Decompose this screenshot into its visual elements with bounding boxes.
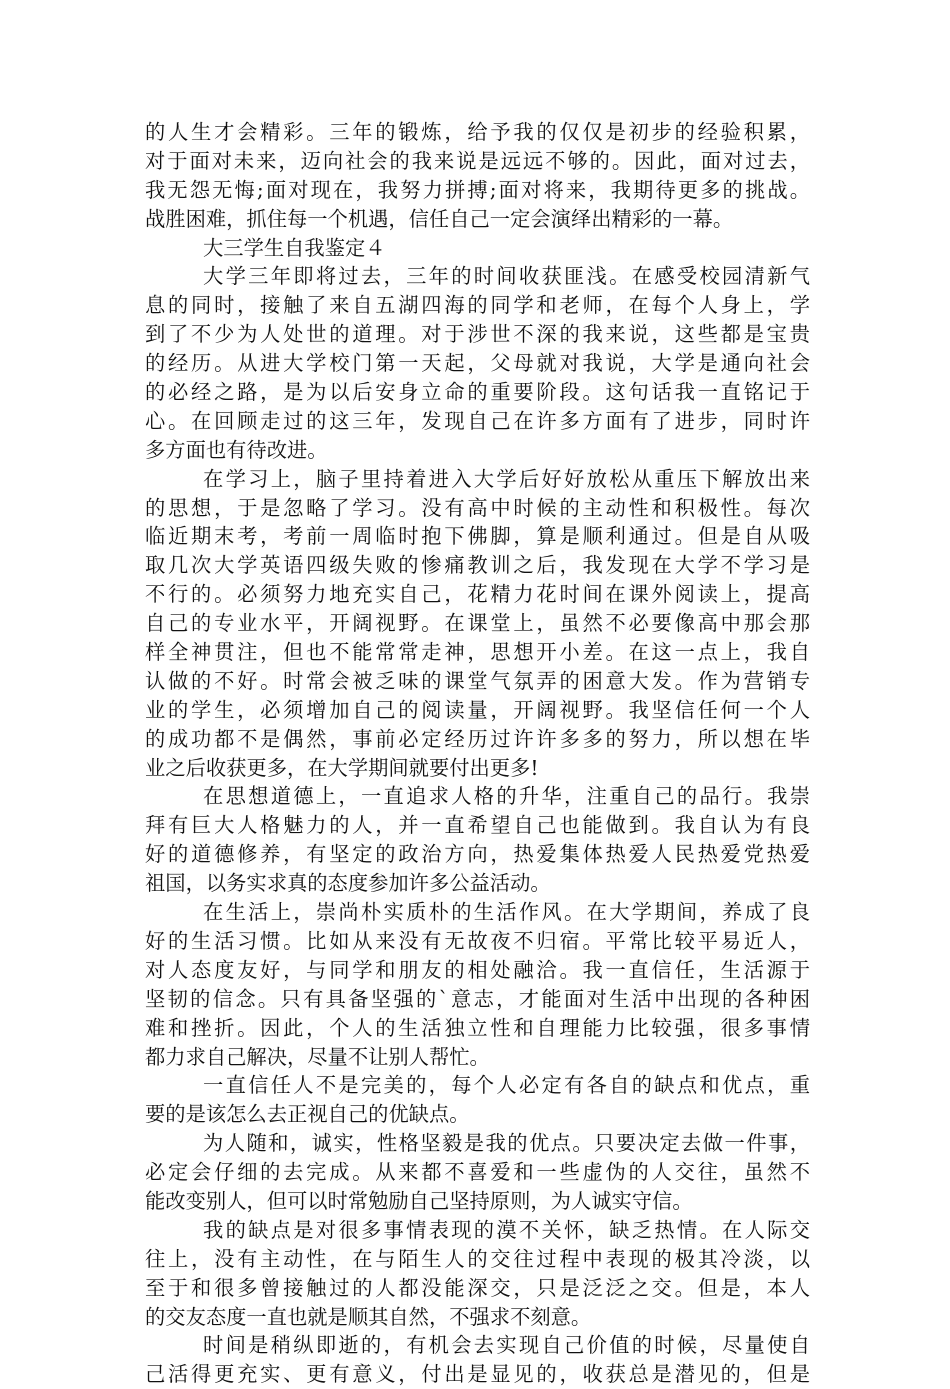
text-line: 对人态度友好，与同学和朋友的相处融洽。我一直信任，生活源于 <box>145 957 810 982</box>
text-line: 临近期末考，考前一周临时抱下佛脚，算是顺利通过。但是自从吸 <box>145 524 810 549</box>
text-line: 到了不少为人处世的道理。对于涉世不深的我来说，这些都是宝贵 <box>145 322 810 347</box>
text-line: 大学三年即将过去，三年的时间收获匪浅。在感受校园清新气 <box>203 264 810 289</box>
text-line: 的经历。从进大学校门第一天起，父母就对我说，大学是通向社会 <box>145 351 810 376</box>
text-line: 一直信任人不是完美的，每个人必定有各自的缺点和优点，重 <box>203 1073 810 1098</box>
text-line: 好的道德修养，有坚定的政治方向，热爱集体热爱人民热爱党热爱 <box>145 842 810 867</box>
text-line: 样全神贯注，但也不能常常走神，思想开小差。在这一点上，我自 <box>145 640 810 665</box>
text-line: 业之后收获更多，在大学期间就要付出更多! <box>145 755 539 780</box>
text-line: 自己的专业水平，开阔视野。在课堂上，虽然不必要像高中那会那 <box>145 611 810 636</box>
text-line: 取几次大学英语四级失败的惨痛教训之后，我发现在大学不学习是 <box>145 553 810 578</box>
text-line: 业的学生，必须增加自己的阅读量，开阔视野。我坚信任何一个人 <box>145 697 810 722</box>
text-line: 我的缺点是对很多事情表现的漠不关怀，缺乏热情。在人际交 <box>203 1217 810 1242</box>
text-line: 的成功都不是偶然，事前必定经历过许许多多的努力，所以想在毕 <box>145 726 810 751</box>
text-line: 在生活上，崇尚朴实质朴的生活作风。在大学期间，养成了良 <box>203 900 810 925</box>
text-line: 难和挫折。因此，个人的生活独立性和自理能力比较强，很多事情 <box>145 1015 810 1040</box>
text-line: 息的同时，接触了来自五湖四海的同学和老师，在每个人身上，学 <box>145 293 810 318</box>
text-line: 心。在回顾走过的这三年，发现自己在许多方面有了进步，同时许 <box>145 408 810 433</box>
text-line: 多方面也有待改进。 <box>145 437 328 462</box>
text-line: 祖国，以务实求真的态度参加许多公益活动。 <box>145 871 551 896</box>
text-line: 往上，没有主动性，在与陌生人的交往过程中表现的极其冷淡，以 <box>145 1246 810 1271</box>
text-line: 我无怨无悔;面对现在，我努力拼搏;面对将来，我期待更多的挑战。 <box>145 177 810 202</box>
text-line: 大三学生自我鉴定４ <box>203 235 386 260</box>
text-line: 能改变别人，但可以时常勉励自己坚持原则，为人诚实守信。 <box>145 1188 693 1213</box>
text-line: 坚韧的信念。只有具备坚强的`意志，才能面对生活中出现的各种困 <box>145 986 810 1011</box>
text-line: 拜有巨大人格魅力的人，并一直希望自己也能做到。我自认为有良 <box>145 813 810 838</box>
text-line: 都力求自己解决，尽量不让别人帮忙。 <box>145 1044 490 1069</box>
text-line: 在学习上，脑子里持着进入大学后好好放松从重压下解放出来 <box>203 466 810 491</box>
text-line: 的思想，于是忽略了学习。没有高中时候的主动性和积极性。每次 <box>145 495 810 520</box>
text-line: 对于面对未来，迈向社会的我来说是远远不够的。因此，面对过去， <box>145 148 810 173</box>
document-body <box>145 118 810 1389</box>
text-line: 好的生活习惯。比如从来没有无故夜不归宿。平常比较平易近人， <box>145 928 810 953</box>
text-line: 时间是稍纵即逝的，有机会去实现自己价值的时候，尽量使自 <box>203 1333 810 1358</box>
text-line: 认做的不好。时常会被乏味的课堂气氛弄的困意大发。作为营销专 <box>145 668 810 693</box>
text-line: 的交友态度一直也就是顺其自然，不强求不刻意。 <box>145 1304 592 1329</box>
text-line: 必定会仔细的去完成。从来都不喜爱和一些虚伪的人交往，虽然不 <box>145 1160 810 1185</box>
text-line: 要的是该怎么去正视自己的优缺点。 <box>145 1102 470 1127</box>
text-line: 的人生才会精彩。三年的锻炼，给予我的仅仅是初步的经验积累， <box>145 120 810 144</box>
text-line: 为人随和，诚实，性格坚毅是我的优点。只要决定去做一件事， <box>203 1131 810 1156</box>
text-line: 的必经之路，是为以后安身立命的重要阶段。这句话我一直铭记于 <box>145 380 810 405</box>
text-line: 不行的。必须努力地充实自己，花精力花时间在课外阅读上，提高 <box>145 582 810 607</box>
text-line: 战胜困难，抓住每一个机遇，信任自己一定会演绎出精彩的一幕。 <box>145 206 734 231</box>
text-line: 至于和很多曾接触过的人都没能深交，只是泛泛之交。但是，本人 <box>145 1275 810 1300</box>
text-line: 己活得更充实、更有意义，付出是显见的，收获总是潜见的，但是 <box>145 1362 810 1387</box>
text-line: 在思想道德上，一直追求人格的升华，注重自己的品行。我崇 <box>203 784 810 809</box>
